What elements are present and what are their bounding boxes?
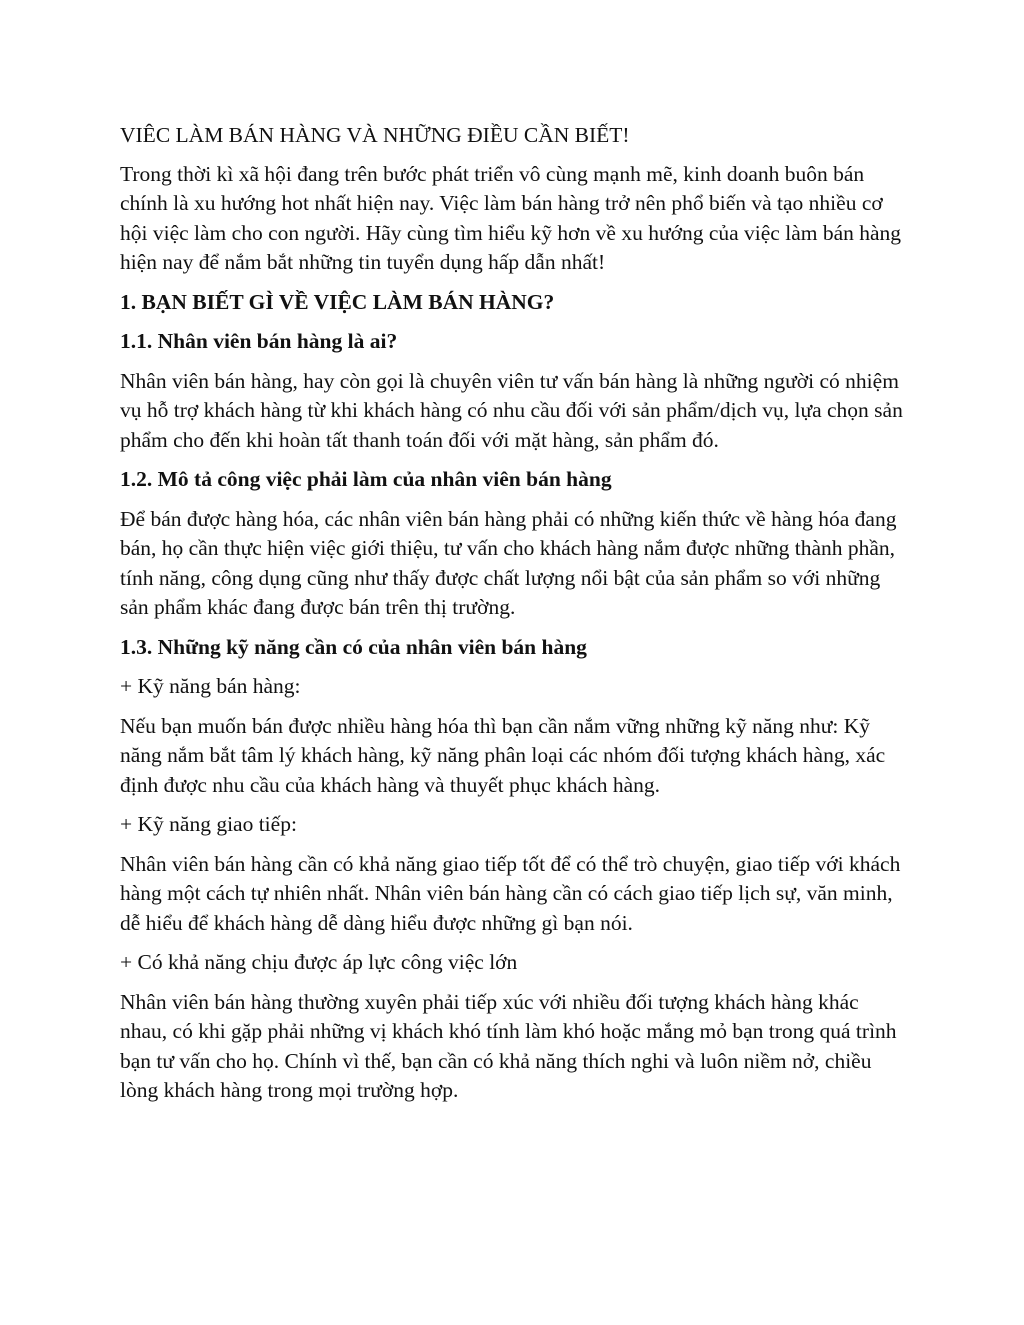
skill-label-pressure: + Có khả năng chịu được áp lực công việc lớn xyxy=(120,950,518,974)
document-content xyxy=(120,121,910,1116)
skill-paragraph-sales: Nếu bạn muốn bán được nhiều hàng hóa thì bạn cần nắm vững những kỹ năng như: Kỹ năng nắm bắt tâm lý khách hàng, kỹ năng phân loại các nhóm đối tượng khách hàng, xác định được nhu cầu của khách hàng và thuyết phục khách hàng. xyxy=(120,713,886,797)
paragraph-1-1: Nhân viên bán hàng, hay còn gọi là chuyên viên tư vấn bán hàng là những người có nhiệm vụ hỗ trợ khách hàng từ khi khách hàng có nhu cầu đối với sản phẩm/dịch vụ, lựa chọn sản phẩm cho đến khi hoàn tất thanh toán đối với mặt hàng, sản phẩm đó. xyxy=(120,368,903,452)
skill-paragraph-pressure: Nhân viên bán hàng thường xuyên phải tiếp xúc với nhiều đối tượng khách hàng khác nhau, có khi gặp phải những vị khách khó tính làm khó hoặc mắng mỏ bạn trong quá trình bạn tư vấn cho họ. Chính vì thế, bạn cần có khả năng thích nghi và luôn niềm nở, chiều lòng khách hàng trong mọi trường hợp. xyxy=(120,989,897,1102)
subsection-heading-1-3: 1.3. Những kỹ năng cần có của nhân viên bán hàng xyxy=(120,634,587,659)
document-title: VIÊC LÀM BÁN HÀNG VÀ NHỮNG ĐIỀU CẦN BIẾT! xyxy=(120,123,630,147)
subsection-heading-1-2: 1.2. Mô tả công việc phải làm của nhân viên bán hàng xyxy=(120,467,612,491)
paragraph-1-2: Để bán được hàng hóa, các nhân viên bán hàng phải có những kiến thức về hàng hóa đang bán, họ cần thực hiện việc giới thiệu, tư vấn cho khách hàng nắm được những thành phần, tính năng, công dụng cũng như thấy được chất lượng nổi bật của sản phẩm so với những sản phẩm khác đang được bán trên thị trường. xyxy=(120,506,897,619)
skill-paragraph-communication: Nhân viên bán hàng cần có khả năng giao tiếp tốt để có thể trò chuyện, giao tiếp với khách hàng một cách tự nhiên nhất. Nhân viên bán hàng cần có cách giao tiếp lịch sự, văn minh, dễ hiểu để khách hàng dễ dàng hiểu được những gì bạn nói. xyxy=(120,851,901,935)
section-heading-1: 1. BẠN BIẾT GÌ VỀ VIỆC LÀM BÁN HÀNG? xyxy=(120,289,555,314)
skill-label-communication: + Kỹ năng giao tiếp: xyxy=(120,812,297,836)
intro-paragraph: Trong thời kì xã hội đang trên bước phát triển vô cùng mạnh mẽ, kinh doanh buôn bán chính là xu hướng hot nhất hiện nay. Việc làm bán hàng trở nên phổ biến và tạo nhiều cơ hội việc làm cho con người. Hãy cùng tìm hiểu kỹ hơn về xu hướng của việc làm bán hàng hiện nay để nắm bắt những tin tuyển dụng hấp dẫn nhất! xyxy=(120,161,902,274)
subsection-heading-1-1: 1.1. Nhân viên bán hàng là ai? xyxy=(120,329,398,353)
skill-label-sales: + Kỹ năng bán hàng: xyxy=(120,674,301,698)
